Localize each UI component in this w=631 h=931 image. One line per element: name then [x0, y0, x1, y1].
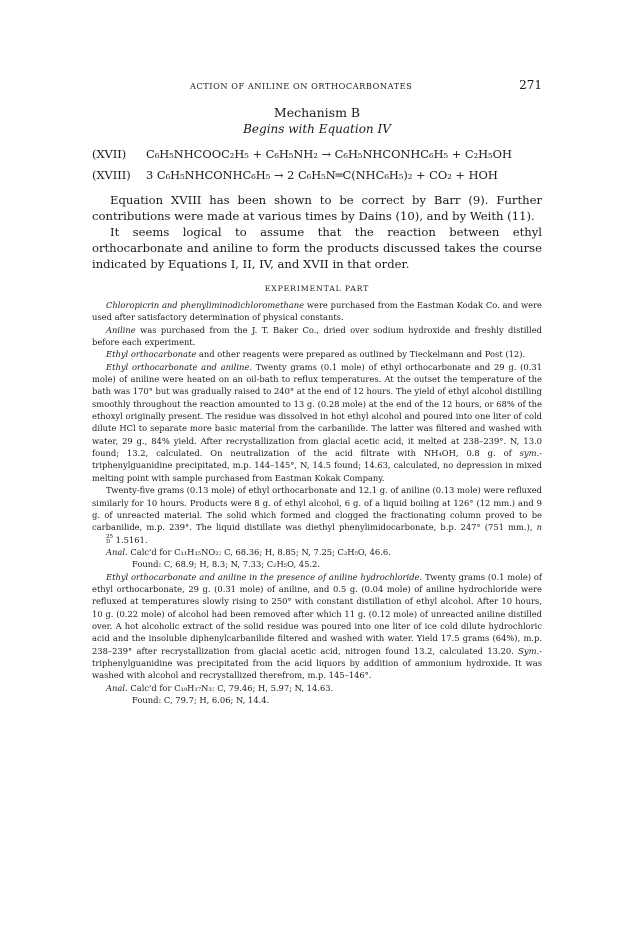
paragraph-lead: Aniline: [106, 324, 136, 335]
paragraph: It seems logical to assume that the reaction between ethyl orthocarbonate and aniline to form the products discussed takes the course indicated by Equations I, II, IV, and XVII in that order.: [92, 225, 542, 271]
equation-text: 3 C₆H₅NHCONHC₆H₅ → 2 C₆H₅N═C(NHC₆H₅)₂ + CO₂ + HOH: [146, 168, 498, 182]
paragraph: Chloropicrin and phenyliminodichloromethane were purchased from the Eastman Kodak Co. and were used after satisfactory determination of physical constants.: [92, 300, 542, 323]
equation-text: C₆H₅NHCOOC₂H₅ + C₆H₅NH₂ → C₆H₅NHCONHC₆H₅ + C₂H₅OH: [146, 147, 512, 161]
paragraph: Ethyl orthocarbonate and other reagents were prepared as outlined by Tieckelmann and Post (12).: [106, 349, 526, 360]
experimental-text: [92, 299, 542, 706]
mechanism-title: Mechanism B: [273, 105, 361, 120]
paragraph-lead: Ethyl orthocarbonate and aniline.: [106, 361, 252, 372]
section-title: EXPERIMENTAL PART: [264, 284, 370, 293]
paragraph-lead: Ethyl orthocarbonate: [106, 349, 197, 360]
page-header: [92, 79, 542, 95]
equation-xviii: [92, 165, 542, 186]
paragraph: Equation XVIII has been shown to be correct by Barr (9). Further contributions were made at various times by Dains (10), and by Weith (11).: [92, 193, 542, 223]
paragraph: Ethyl orthocarbonate and aniline in the presence of aniline hydrochloride. Twenty grams (0.1 mole) of ethyl orthocarbonate, 29 g. (0.31 mole) of aniline, and 0.5 g. (0.04 mole) of aniline hydrochloride were refluxed at temperatures slowly rising to 250° with constant distillation of ethyl alcohol. After 10 hours, 10 g. (0.22 mole) of alcohol had been removed after which 11 g. (0.12 mole) of unreacted aniline distilled over. A hot alcoholic extract of the solid residue was poured into one liter of ice cold dilute hydrochloric acid and the insoluble diphenylcarbanilide filtered and washed with water. Yield 17.5 grams (64%), m.p. 238–239° after recrystallization from glacial acetic acid, nitrogen found 13.2, calculated 13.20. Sym.-triphenylguanidine was precipitated from the acid liquors by addition of ammonium hydroxide. It was washed with alcohol and recrystallized therefrom, m.p. 145–146°.: [92, 571, 542, 681]
paragraph-lead: Chloropicrin and phenyliminodichloromethane: [106, 300, 305, 310]
refractive-index-symbol: n: [536, 522, 542, 533]
paragraph: Twenty-five grams (0.13 mole) of ethyl orthocarbonate and 12.1 g. of aniline (0.13 mole) were refluxed similarly for 10 hours. Products were 8 g. of ethyl alcohol, 6 g. of a liquid boiling at 126° (12 mm.) and 9 g. of unreacted material. The solid which formed and clogged the fractionating column proved to be carbanilide, m.p. 239°. The liquid distillate was diethyl phenylimidocarbonate, b.p. 247° (751 mm.), n 25 D 1.5161.: [92, 485, 542, 546]
equation-number: (XVII): [92, 147, 127, 161]
analysis-calculated: Anal. Calc'd for C₁₁H₁₅NO₂: C, 68.36; H, 8.85; N, 7.25; C₂H₅O, 46.6.: [106, 546, 391, 557]
analysis-calculated: Anal. Calc'd for C₁₉H₁₇N₃: C, 79.46; H, 5.97; N, 14.63.: [106, 682, 334, 693]
paragraph: Aniline was purchased from the J. T. Baker Co., dried over sodium hydroxide and freshly distilled before each experiment.: [92, 324, 542, 348]
equation-xvii: [92, 144, 542, 165]
equation-number: (XVIII): [92, 168, 131, 182]
analysis-found: Found: C, 79.7; H, 6.06; N, 14.4.: [132, 695, 270, 705]
mechanism-subtitle: Begins with Equation IV: [243, 122, 391, 136]
page-number: 271: [519, 78, 542, 92]
running-head: ACTION OF ANILINE ON ORTHOCARBONATES: [190, 81, 413, 91]
analysis-found: Found: C, 68.9; H, 8.3; N, 7.33; C₂H₅O, 45.2.: [132, 559, 321, 570]
paragraph: Ethyl orthocarbonate and aniline. Twenty grams (0.1 mole) of ethyl orthocarbonate and 29 g. (0.31 mole) of aniline were heated on an oil-bath to reflux temperatures. At the outset the temperature of the bath was 170° but was gradually raised to 240° at the end of 12 hours. The yield of ethyl alcohol distilling smoothly throughout the reaction amounted to 13 g. (0.28 mole) at the end of the 12 hours, or 68% of the ethoxyl originally present. The residue was dissolved in hot ethyl alcohol and poured into one liter of cold dilute HCl to separate more basic material from the carbanilide. The latter was filtered and washed with water, 29 g., 84% yield. After recrystallization from glacial acetic acid, it melted at 238–239°. N, 13.0 found; 13.2, calculated. On neutralization of the acid filtrate with NH₄OH, 0.8 g. of sym.-triphenylguanidine precipitated, m.p. 144–145°, N, 14.5 found; 14.63, calculated, no depression in mixed melting point with sample purchased from Eastman Kokak Company.: [92, 361, 542, 483]
discussion-text: [92, 192, 542, 272]
paragraph-lead: Ethyl orthocarbonate and aniline in the presence of aniline hydrochloride.: [106, 571, 423, 582]
page-content: [92, 104, 542, 706]
